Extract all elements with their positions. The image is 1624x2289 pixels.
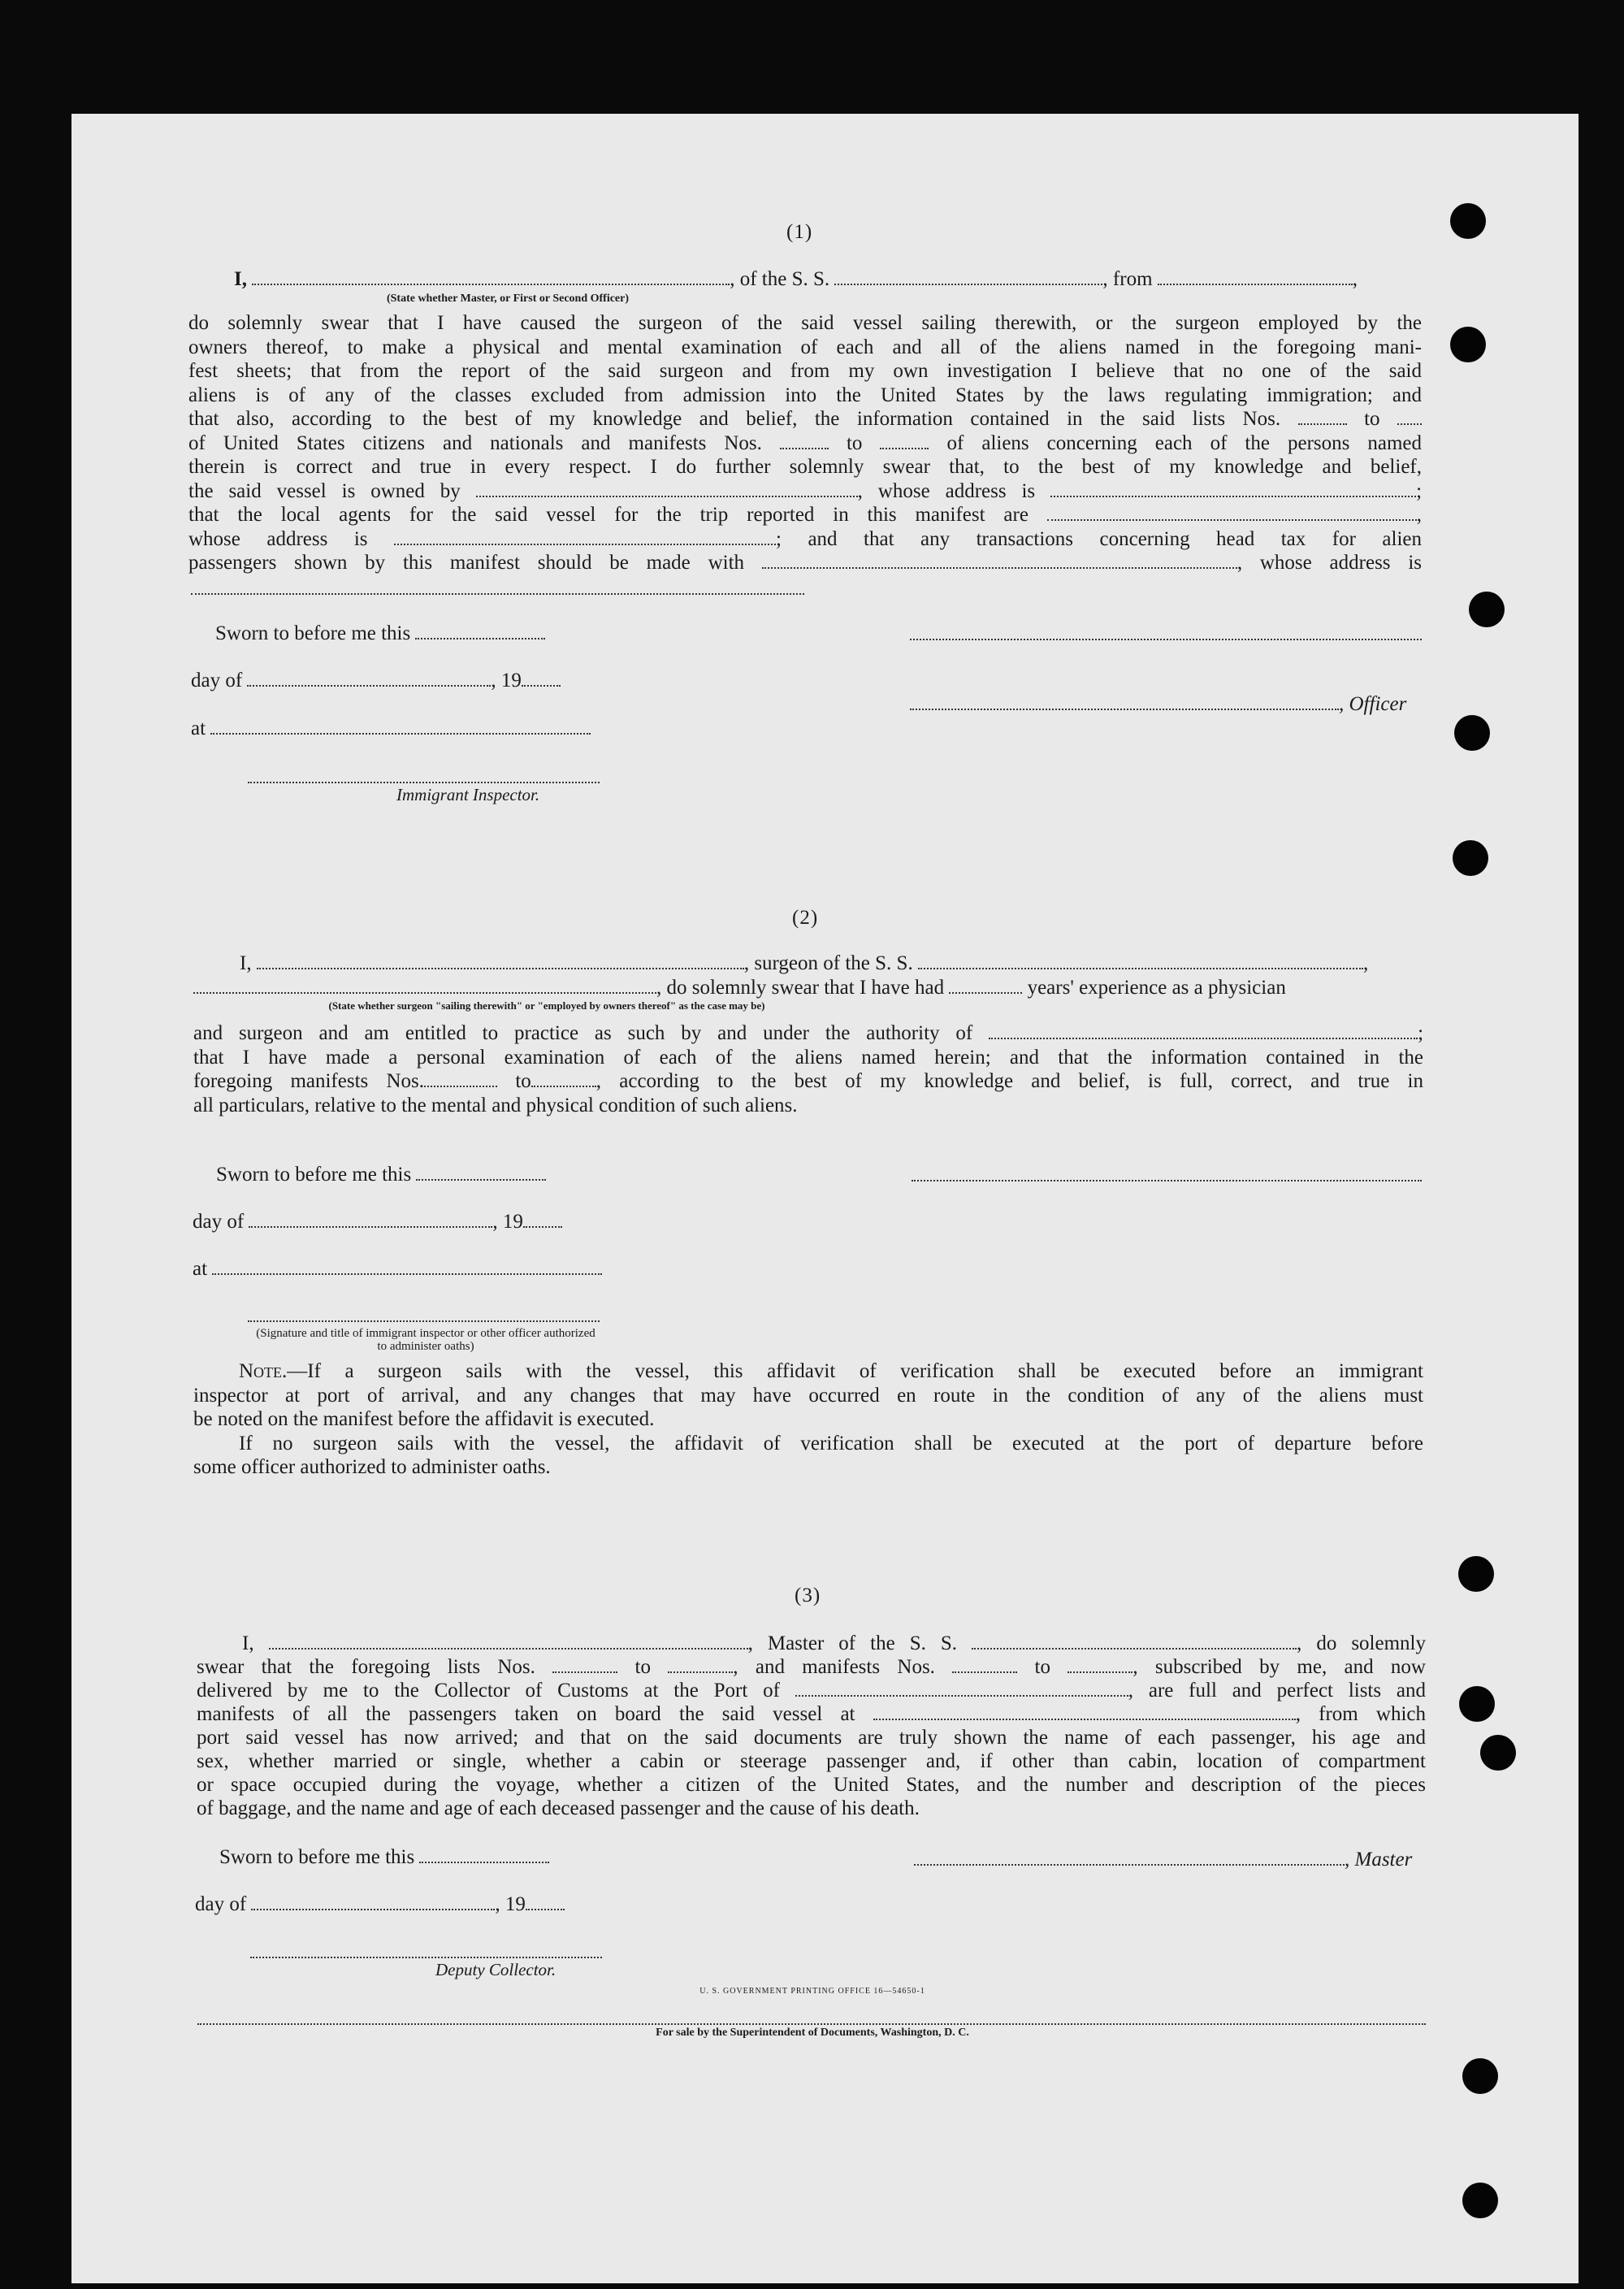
text-master-of-ss: , Master of the S. S. bbox=[747, 1632, 958, 1654]
sworn-text: Sworn to before me this bbox=[215, 622, 411, 644]
body-line: port said vessel has now arrived; and that on the said documents are truly shown the name of each passenger, his age and bbox=[197, 1727, 1426, 1749]
body-line: aliens is of any of the classes excluded from admission into the United States by the laws regulating immigration; and bbox=[188, 384, 1422, 406]
field-surgeon-signature[interactable] bbox=[912, 1180, 1422, 1181]
section-2-note bbox=[193, 1359, 1423, 1480]
master-label: , Master bbox=[1345, 1849, 1413, 1871]
text-swear: , do solemnly swear that I have had bbox=[656, 977, 945, 999]
body-line: that I have made a personal examination of each of the aliens named herein; and that the information contained in the bbox=[193, 1046, 1423, 1069]
note-line: If no surgeon sails with the vessel, the affidavit of verification shall be executed at the port of departure before bbox=[239, 1432, 1423, 1454]
punch-hole bbox=[1458, 1556, 1494, 1592]
field-port-of-arrival[interactable] bbox=[795, 1680, 1128, 1697]
printing-office-imprint: U. S. GOVERNMENT PRINTING OFFICE 16—54650-1 bbox=[699, 1987, 925, 1996]
body-text: the said vessel is owned by bbox=[188, 479, 461, 502]
year-text: , 19 bbox=[491, 670, 522, 691]
section-2-line1 bbox=[240, 952, 1368, 975]
note-line: inspector at port of arrival, and any changes that may have occurred en route in the condition of any of the aliens must bbox=[193, 1384, 1423, 1407]
text-comma: , bbox=[1362, 952, 1369, 974]
at-text: at bbox=[193, 1258, 208, 1280]
body-text: ; bbox=[1416, 479, 1422, 502]
body-text: that also, according to the best of my knowledge and belief, the information contained in the said lists Nos. bbox=[188, 408, 1281, 430]
master-line bbox=[914, 1849, 1412, 1871]
sworn-text: Sworn to before me this bbox=[216, 1164, 412, 1186]
field-local-agents[interactable] bbox=[1047, 505, 1417, 521]
body-line-headtax bbox=[188, 551, 1422, 575]
punch-hole bbox=[1462, 2058, 1498, 2094]
note-line bbox=[193, 1359, 1423, 1384]
text-i: I, bbox=[242, 1632, 254, 1654]
field-year[interactable] bbox=[526, 1894, 565, 1910]
punch-hole bbox=[1454, 715, 1490, 751]
text-i: I, bbox=[240, 952, 252, 974]
body-line: all particulars, relative to the mental and physical condition of such aliens. bbox=[193, 1094, 798, 1116]
field-authority[interactable] bbox=[989, 1023, 1418, 1039]
field-boarding-port[interactable] bbox=[873, 1704, 1296, 1720]
field-collector-signature[interactable] bbox=[250, 1957, 602, 1958]
field-sworn-date[interactable] bbox=[415, 623, 545, 639]
note-text: —If a surgeon sails with the vessel, this affidavit of verification shall be executed before an immigrant bbox=[287, 1360, 1423, 1382]
text-surgeon-of-ss: , surgeon of the S. S. bbox=[743, 952, 913, 974]
body-text: foregoing manifests Nos. bbox=[193, 1070, 425, 1092]
body-text: whose address is bbox=[188, 527, 368, 550]
field-manifest-from[interactable] bbox=[780, 433, 829, 449]
body-text: and surgeon and am entitled to practice as such by and under the authority of bbox=[193, 1022, 973, 1044]
day-of-line-3 bbox=[195, 1893, 565, 1916]
field-vessel-name[interactable] bbox=[834, 269, 1102, 285]
body-text: of aliens concerning each of the persons named bbox=[946, 431, 1422, 454]
punch-hole bbox=[1469, 592, 1505, 627]
field-day-month[interactable] bbox=[251, 1894, 495, 1910]
body-text: delivered by me to the Collector of Customs at the Port of bbox=[197, 1680, 780, 1702]
year-text: , 19 bbox=[495, 1893, 526, 1915]
field-list-from[interactable] bbox=[1298, 409, 1347, 425]
field-from-port[interactable] bbox=[1158, 269, 1353, 285]
punch-hole bbox=[1450, 203, 1486, 239]
text-to: to bbox=[1364, 408, 1380, 430]
deputy-collector-label: Deputy Collector. bbox=[435, 1960, 556, 1979]
body-text: manifests of all the passengers taken on board the said vessel at bbox=[197, 1703, 855, 1725]
text-to: to bbox=[634, 1656, 651, 1678]
text-to: to bbox=[1034, 1656, 1050, 1678]
officer-line bbox=[910, 693, 1406, 716]
body-text: , do solemnly bbox=[1297, 1632, 1426, 1654]
field-manifest-from[interactable] bbox=[424, 1071, 497, 1087]
section-1-line1 bbox=[234, 268, 1358, 291]
section-1-number: (1) bbox=[786, 221, 813, 243]
body-text: , and manifests Nos. bbox=[733, 1656, 935, 1678]
officer-label: , Officer bbox=[1339, 693, 1407, 715]
body-text: ; and that any transactions concerning head tax for alien bbox=[776, 527, 1422, 550]
body-text: of United States citizens and nationals and manifests Nos. bbox=[188, 431, 762, 454]
field-manifest-to[interactable] bbox=[880, 433, 929, 449]
field-inspector-signature[interactable] bbox=[248, 1320, 600, 1322]
body-line-manifests bbox=[188, 431, 1422, 456]
note-label: Note. bbox=[239, 1360, 288, 1382]
body-line: do solemnly swear that I have caused the surgeon of the said vessel sailing therewith, or the surgeon employed by the bbox=[188, 312, 1422, 334]
field-sworn-date[interactable] bbox=[416, 1164, 546, 1181]
field-at-place[interactable] bbox=[212, 1259, 602, 1275]
immigrant-inspector-label: Immigrant Inspector. bbox=[396, 785, 540, 804]
footer-rule bbox=[197, 2023, 1426, 2025]
body-line: therein is correct and true in every respect. I do further solemnly swear that, to the best of my knowledge and belief, bbox=[188, 456, 1422, 478]
field-officer-name[interactable] bbox=[252, 269, 730, 285]
body-text: , bbox=[1416, 504, 1422, 526]
field-years[interactable] bbox=[949, 978, 1022, 994]
body-line-lists bbox=[188, 407, 1422, 431]
text-comma: , bbox=[1352, 268, 1358, 290]
field-head-tax-address[interactable] bbox=[191, 593, 804, 595]
field-owner[interactable] bbox=[476, 481, 858, 497]
sale-notice: For sale by the Superintendent of Documents, Washington, D. C. bbox=[656, 2027, 969, 2039]
body-text: , according to the best of my knowledge and belief, is full, correct, and true in bbox=[595, 1070, 1423, 1092]
day-of-line-2 bbox=[193, 1211, 562, 1233]
text-experience: years' experience as a physician bbox=[1027, 977, 1286, 999]
body-text: that the local agents for the said vessel for the trip reported in this manifest are bbox=[188, 504, 1029, 526]
field-officer-signature[interactable] bbox=[910, 694, 1339, 710]
field-list-from[interactable] bbox=[552, 1657, 617, 1673]
field-manifest-to[interactable] bbox=[531, 1071, 596, 1087]
body-text: , whose address is bbox=[857, 479, 1036, 502]
text-to: to bbox=[515, 1070, 531, 1092]
day-of-text: day of bbox=[191, 670, 243, 691]
field-surgeon-vessel[interactable] bbox=[918, 953, 1363, 969]
text-from: , from bbox=[1102, 268, 1153, 290]
punch-hole bbox=[1450, 327, 1486, 362]
officer-caption: (State whether Master, or First or Second Officer) bbox=[386, 293, 630, 305]
year-text: , 19 bbox=[492, 1211, 523, 1233]
sworn-line-3 bbox=[219, 1846, 549, 1869]
punch-hole bbox=[1453, 840, 1488, 876]
note-line: be noted on the manifest before the affidavit is executed. bbox=[193, 1408, 655, 1430]
field-head-tax-party[interactable] bbox=[762, 553, 1237, 569]
body-line: or space occupied during the voyage, whether a citizen of the United States, and the number and description of the pieces bbox=[197, 1774, 1426, 1796]
field-surgeon-status[interactable] bbox=[193, 978, 656, 994]
section-2-line2 bbox=[193, 977, 1286, 999]
field-master-signature[interactable] bbox=[914, 1849, 1345, 1866]
body-line-master bbox=[197, 1632, 1426, 1655]
field-master-vessel[interactable] bbox=[972, 1633, 1297, 1650]
section-1-body bbox=[188, 311, 1422, 575]
text-to: to bbox=[846, 431, 863, 454]
field-surgeon-name[interactable] bbox=[257, 953, 744, 969]
field-list-to[interactable] bbox=[1397, 409, 1422, 425]
body-line: owners thereof, to make a physical and mental examination of each and all of the aliens named in the foregoing mani- bbox=[188, 336, 1422, 358]
sworn-line-2 bbox=[216, 1164, 546, 1186]
punch-hole bbox=[1462, 2183, 1498, 2218]
at-text: at bbox=[191, 717, 206, 739]
at-line-2 bbox=[193, 1258, 602, 1281]
day-of-text: day of bbox=[195, 1893, 247, 1915]
punch-hole bbox=[1459, 1686, 1495, 1722]
body-line-agents bbox=[188, 503, 1422, 527]
field-year[interactable] bbox=[522, 670, 561, 687]
body-text: swear that the foregoing lists Nos. bbox=[197, 1656, 535, 1678]
field-officer-signature-top[interactable] bbox=[910, 639, 1422, 640]
sworn-line-1 bbox=[215, 622, 545, 645]
day-of-line-1 bbox=[191, 670, 561, 692]
field-list-to[interactable] bbox=[668, 1657, 733, 1673]
field-manifest-from[interactable] bbox=[952, 1657, 1017, 1673]
text-i: I, bbox=[234, 268, 247, 290]
surgeon-caption: (State whether surgeon "sailing therewith" or "employed by owners thereof" as the case may be) bbox=[328, 999, 765, 1012]
field-manifest-to[interactable] bbox=[1068, 1657, 1132, 1673]
day-of-text: day of bbox=[193, 1211, 245, 1233]
body-text: passengers shown by this manifest should be made with bbox=[188, 552, 745, 574]
field-owner-address[interactable] bbox=[1050, 481, 1416, 497]
sworn-text: Sworn to before me this bbox=[219, 1846, 415, 1868]
body-line-manifests bbox=[193, 1069, 1423, 1094]
field-inspector-signature[interactable] bbox=[248, 782, 600, 783]
body-line-address bbox=[188, 527, 1422, 552]
field-day-month[interactable] bbox=[249, 1212, 492, 1228]
field-year[interactable] bbox=[523, 1212, 562, 1228]
field-sworn-date[interactable] bbox=[419, 1847, 549, 1863]
body-line-boarding bbox=[197, 1702, 1426, 1726]
body-line-port bbox=[197, 1679, 1426, 1702]
field-master-name[interactable] bbox=[269, 1633, 748, 1650]
section-3-body bbox=[197, 1632, 1426, 1820]
at-line-1 bbox=[191, 717, 591, 740]
body-line-owner bbox=[188, 479, 1422, 504]
body-line: fest sheets; that from the report of the said surgeon and from my own investigation I believe that no one of the said bbox=[188, 360, 1422, 382]
section-2-body bbox=[193, 1021, 1423, 1117]
body-line: of baggage, and the name and age of each deceased passenger and the cause of his death. bbox=[197, 1797, 920, 1819]
body-text: , from which bbox=[1295, 1703, 1426, 1725]
body-text: , are full and perfect lists and bbox=[1128, 1680, 1426, 1702]
signature-caption: (Signature and title of immigrant inspector or other officer authorized to administer oaths) bbox=[256, 1327, 595, 1353]
field-day-month[interactable] bbox=[247, 670, 491, 687]
text-of-ss: , of the S. S. bbox=[730, 268, 830, 290]
section-2-number: (2) bbox=[792, 907, 819, 929]
field-at-place[interactable] bbox=[210, 718, 591, 735]
body-line: sex, whether married or single, whether a cabin or steerage passenger and, if other than cabin, location of compartment bbox=[197, 1750, 1426, 1772]
body-line-authority: and surgeon and am entitled to practice as such by and under the authority of ; bbox=[193, 1022, 1423, 1044]
body-text: , subscribed by me, and now bbox=[1132, 1656, 1426, 1678]
body-line-lists bbox=[197, 1655, 1426, 1679]
body-text: , whose address is bbox=[1236, 552, 1422, 574]
note-line: some officer authorized to administer oaths. bbox=[193, 1456, 551, 1478]
section-3-number: (3) bbox=[795, 1585, 821, 1606]
punch-hole bbox=[1480, 1735, 1516, 1771]
field-agents-address[interactable] bbox=[394, 529, 776, 545]
